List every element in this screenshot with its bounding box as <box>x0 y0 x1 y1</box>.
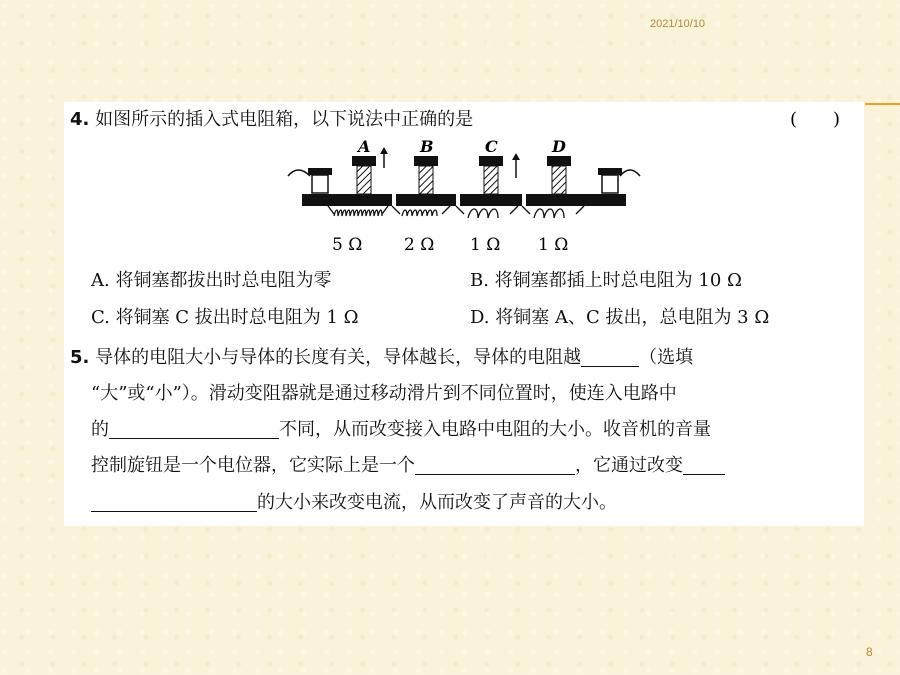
plug-b <box>414 156 438 194</box>
q5-line1-tail: （选填 <box>639 347 694 368</box>
right-terminal <box>598 168 622 193</box>
q5-number: 5. <box>70 347 90 368</box>
resistor-label-5ohm: 5 Ω <box>332 235 363 255</box>
date-label: 2021/10/10 <box>650 18 706 30</box>
plug-label-d: D <box>552 138 566 156</box>
q5-line-1 <box>70 343 693 369</box>
plug-label-c: C <box>485 138 498 156</box>
q5-line4-mid: ，它通过改变 <box>575 455 683 476</box>
plug-c <box>479 153 520 194</box>
right-wire <box>620 170 640 176</box>
resistance-box-figure <box>284 138 644 258</box>
blank-4a[interactable] <box>683 456 725 475</box>
resistor-label-1ohm-d: 1 Ω <box>538 235 569 255</box>
q4-number: 4. <box>70 109 90 130</box>
q5-line3-head: 的 <box>91 419 109 440</box>
q5-line4-head: 控制旋钮是一个电位器，它实际上是一个 <box>91 455 415 476</box>
resistor-label-1ohm-c: 1 Ω <box>470 235 501 255</box>
q5-line-2: “大”或“小”）。滑动变阻器就是通过移动滑片到不同位置时，使连入电路中 <box>91 383 677 404</box>
plug-label-a: A <box>358 138 371 156</box>
q5-line-4 <box>91 451 725 477</box>
q4-option-a: A. 将铜塞都拔出时总电阻为零 <box>91 270 332 291</box>
blank-1[interactable] <box>581 348 639 367</box>
q4-stem: 如图所示的插入式电阻箱，以下说法中正确的是 <box>95 109 474 130</box>
plug-d <box>547 156 571 194</box>
q4-option-b: B. 将铜塞都插上时总电阻为 10 Ω <box>470 270 742 291</box>
q5-line5-tail: 的大小来改变电流，从而改变了声音的大小。 <box>257 492 617 513</box>
left-wire <box>288 170 310 176</box>
q4-option-d: D. 将铜塞 A、C 拔出，总电阻为 3 Ω <box>470 307 770 328</box>
question-card <box>64 102 864 526</box>
blank-4b[interactable] <box>91 493 257 512</box>
resistor-1ohm-c <box>456 206 518 218</box>
resistor-5ohm <box>328 206 388 216</box>
resistor-2ohm <box>392 206 450 216</box>
resistor-1ohm-d <box>522 206 584 218</box>
q5-line-5 <box>91 488 617 514</box>
q5-line1-text: 导体的电阻大小与导体的长度有关，导体越长，导体的电阻越 <box>95 347 582 368</box>
q4-stem-line <box>70 105 473 131</box>
page-number: 8 <box>866 645 873 659</box>
resistor-label-2ohm: 2 Ω <box>404 235 435 255</box>
q5-line3-tail: 不同，从而改变接入电路中电阻的大小。收音机的音量 <box>279 419 711 440</box>
blank-2[interactable] <box>109 420 279 439</box>
left-terminal <box>308 168 332 193</box>
plug-label-b: B <box>420 138 434 156</box>
q4-option-c: C. 将铜塞 C 拔出时总电阻为 1 Ω <box>91 307 359 328</box>
blank-3[interactable] <box>415 456 575 475</box>
q5-line-3 <box>91 415 711 441</box>
q4-answer-paren: ( ) <box>790 109 841 130</box>
copper-bar <box>302 194 626 206</box>
decorative-rule <box>865 103 900 105</box>
